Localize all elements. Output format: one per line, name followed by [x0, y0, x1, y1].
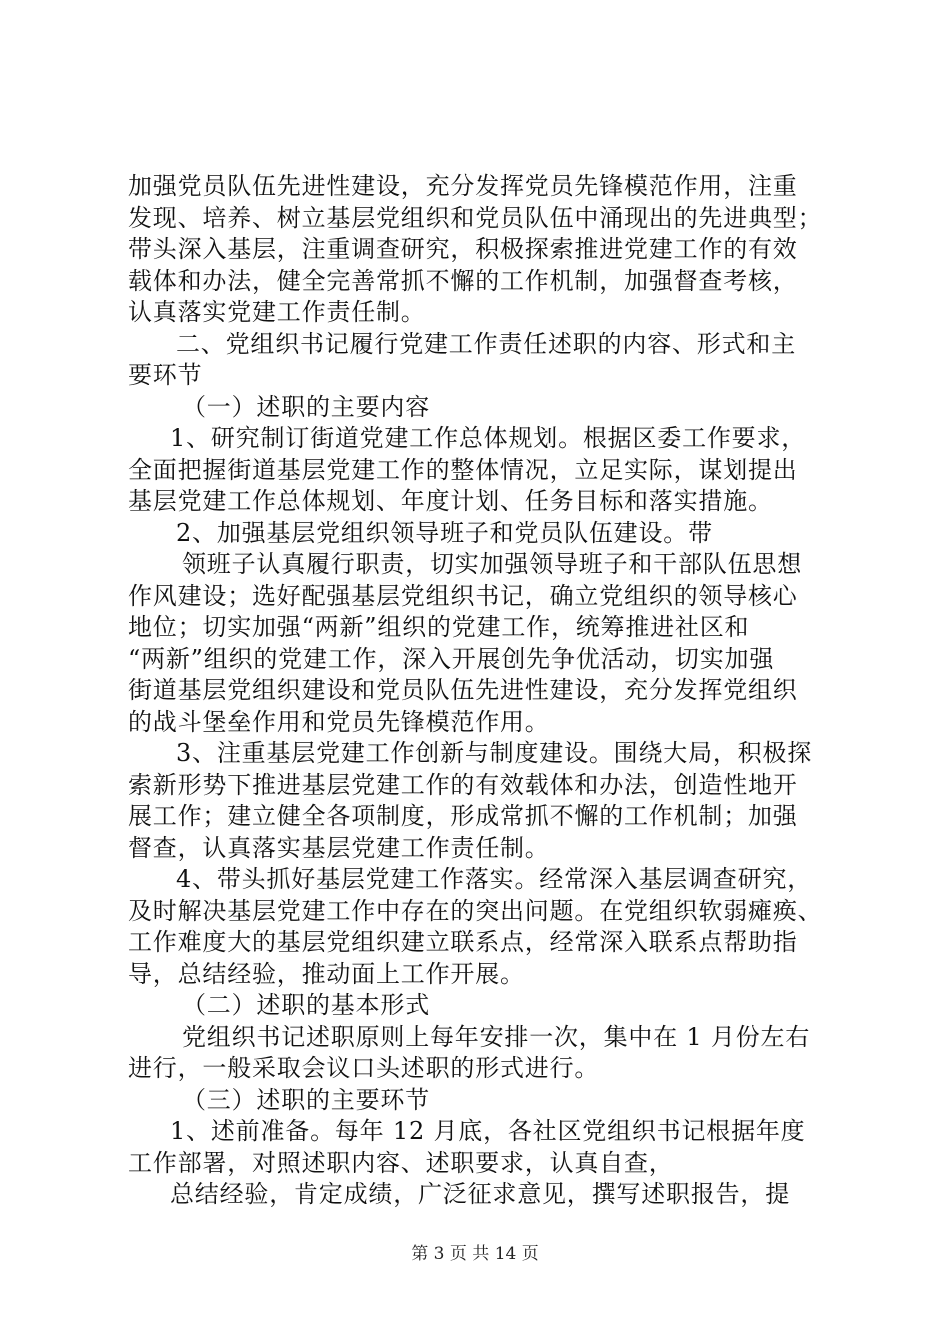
text-line: 认真落实党建工作责任制。: [128, 298, 426, 326]
text-line: “两新”组织的党建工作，深入开展创先争优活动，切实加强: [128, 644, 775, 673]
text-line: 的战斗堡垒作用和党员先锋模范作用。: [128, 707, 550, 736]
text-line: 工作难度大的基层党组织建立联系点，经常深入联系点帮助指: [128, 928, 798, 956]
numbered-item-1: 1、研究制订街道党建工作总体规划。根据区委工作要求，: [170, 424, 807, 452]
section-heading-continued: 要环节: [128, 361, 203, 389]
numbered-item-3: 3、注重基层党建工作创新与制度建设。围绕大局，积极探: [176, 739, 813, 767]
text-line: 督查，认真落实基层党建工作责任制。: [128, 833, 550, 862]
text-line: 发现、培养、树立基层党组织和党员队伍中涌现出的先进典型；: [128, 203, 823, 232]
text-line: 总结经验，肯定成绩，广泛征求意见，撰写述职报告，提: [170, 1180, 790, 1208]
text-line: 作风建设；选好配强基层党组织书记，确立党组织的领导核心: [128, 581, 798, 610]
text-line: 党组织书记述职原则上每年安排一次，集中在 1 月份左右: [182, 1022, 811, 1051]
text-line: 载体和办法，健全完善常抓不懈的工作机制，加强督查考核，: [128, 266, 798, 295]
text-line: 地位；切实加强“两新”组织的党建工作，统筹推进社区和: [128, 613, 750, 641]
numbered-item-4: 4、带头抓好基层党建工作落实。经常深入基层调查研究，: [176, 865, 813, 893]
text-line: 领班子认真履行职责，切实加强领导班子和干部队伍思想: [182, 550, 802, 578]
text-line: 全面把握街道基层党建工作的整体情况，立足实际，谋划提出: [128, 455, 798, 484]
numbered-item-1: 1、述前准备。每年 12 月底，各社区党组织书记根据年度: [170, 1117, 806, 1145]
text-line: 进行，一般采取会议口头述职的形式进行。: [128, 1054, 600, 1082]
text-line: 街道基层党组织建设和党员队伍先进性建设，充分发挥党组织: [128, 676, 798, 704]
text-line: 带头深入基层，注重调查研究，积极探索推进党建工作的有效: [128, 235, 798, 263]
text-line: 及时解决基层党建工作中存在的突出问题。在党组织软弱瘫痪、: [128, 896, 823, 925]
numbered-item-2: 2、加强基层党组织领导班子和党员队伍建设。带: [176, 518, 713, 547]
section-heading: 二、党组织书记履行党建工作责任述职的内容、形式和主: [176, 329, 796, 358]
page-footer: 第 3 页 共 14 页: [411, 1244, 539, 1264]
subsection-heading: （三）述职的主要环节: [182, 1085, 430, 1114]
text-line: 索新形势下推进基层党建工作的有效载体和办法，创造性地开: [128, 770, 798, 799]
text-line: 导，总结经验，推动面上工作开展。: [128, 959, 525, 988]
subsection-heading: （一）述职的主要内容: [182, 392, 430, 421]
text-line: 基层党建工作总体规划、年度计划、任务目标和落实措施。: [128, 487, 773, 515]
text-line: 加强党员队伍先进性建设，充分发挥党员先锋模范作用，注重: [128, 172, 798, 200]
document-body: [128, 171, 828, 1211]
text-line: 展工作；建立健全各项制度，形成常抓不懈的工作机制；加强: [128, 802, 798, 830]
subsection-heading: （二）述职的基本形式: [182, 991, 430, 1019]
text-line: 工作部署，对照述职内容、述职要求，认真自查，: [128, 1148, 674, 1177]
